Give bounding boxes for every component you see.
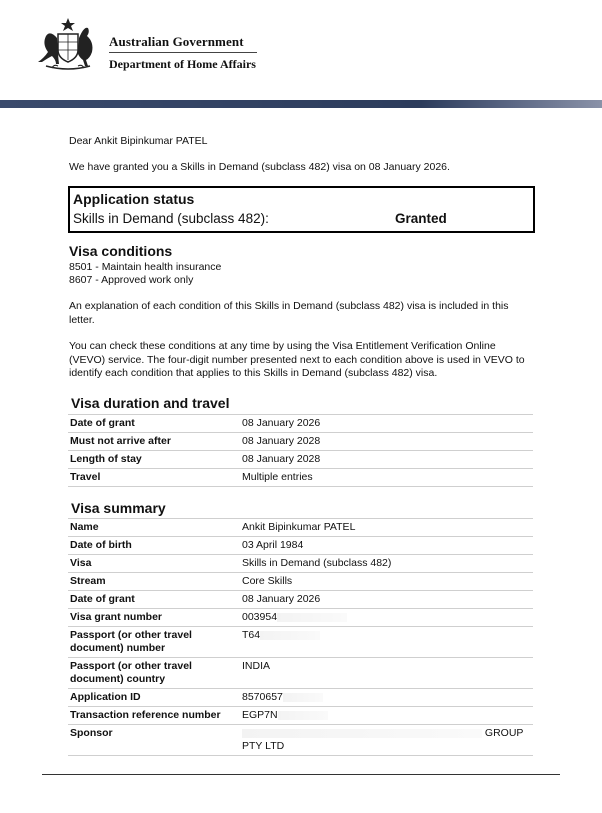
footer-divider: [42, 774, 560, 775]
transaction-reference: EGP7N: [242, 709, 278, 721]
row-value: [240, 609, 533, 627]
visa-conditions-title: Visa conditions: [69, 243, 173, 259]
condition-item: 8607 - Approved work only: [69, 274, 194, 286]
table-row: [68, 707, 533, 725]
row-label: Travel: [68, 469, 240, 487]
sponsor-name: GROUP: [484, 727, 524, 739]
row-value: Ankit Bipinkumar PATEL: [240, 519, 533, 537]
government-name: Australian Government: [109, 34, 244, 49]
row-label: Sponsor: [68, 725, 240, 756]
status-value: Granted: [395, 211, 447, 226]
redaction-mark: [283, 693, 323, 702]
application-status-box: [68, 186, 535, 233]
status-title: Application status: [73, 191, 195, 207]
row-label: Length of stay: [68, 451, 240, 469]
row-label: Passport (or other travel document) number: [68, 627, 240, 658]
row-value: [240, 725, 533, 756]
table-row: [68, 555, 533, 573]
row-value: 08 January 2028: [240, 433, 533, 451]
table-row: [68, 519, 533, 537]
row-value: 08 January 2026: [240, 591, 533, 609]
visa-duration-table: [68, 414, 533, 487]
row-label: Stream: [68, 573, 240, 591]
visa-grant-number: 003954: [242, 611, 278, 623]
table-row: [68, 725, 533, 756]
row-label: Date of birth: [68, 537, 240, 555]
application-id: 8570657: [242, 691, 283, 703]
redaction-mark: [260, 631, 320, 640]
grant-statement: We have granted you a Skills in Demand (subclass 482) visa on 08 January 2026.: [69, 161, 450, 173]
coat-of-arms-icon: [32, 16, 104, 72]
conditions-explanation: An explanation of each condition of this Skills in Demand (subclass 482) visa is included in this letter.: [69, 300, 509, 326]
row-value: Core Skills: [240, 573, 533, 591]
table-row: [68, 591, 533, 609]
visa-summary-title: Visa summary: [71, 500, 166, 516]
row-label: Name: [68, 519, 240, 537]
table-row: [68, 658, 533, 689]
table-row: [68, 627, 533, 658]
row-label: Passport (or other travel document) country: [68, 658, 240, 689]
table-row: [68, 415, 533, 433]
redaction-mark: [242, 729, 482, 738]
visa-summary-table: [68, 518, 533, 756]
table-row: [68, 609, 533, 627]
row-value: Skills in Demand (subclass 482): [240, 555, 533, 573]
row-label: Application ID: [68, 689, 240, 707]
row-value: 08 January 2028: [240, 451, 533, 469]
row-label: Visa grant number: [68, 609, 240, 627]
vevo-explanation: You can check these conditions at any time by using the Visa Entitlement Verification Online (VEVO) service. The four-digit number presented next to each condition above is used in VEVO to identify each condition that applies to this Skills in Demand (subclass 482) visa.: [69, 340, 525, 380]
table-row: [68, 451, 533, 469]
header-band: [0, 100, 602, 108]
table-row: [68, 469, 533, 487]
row-value: [240, 707, 533, 725]
table-row: [68, 573, 533, 591]
row-label: Date of grant: [68, 415, 240, 433]
status-visa-label: Skills in Demand (subclass 482):: [73, 211, 269, 226]
redaction-mark: [278, 711, 328, 720]
redaction-mark: [277, 613, 347, 622]
table-row: [68, 433, 533, 451]
department-name: Department of Home Affairs: [109, 57, 256, 71]
row-value: 03 April 1984: [240, 537, 533, 555]
row-value: Multiple entries: [240, 469, 533, 487]
condition-item: 8501 - Maintain health insurance: [69, 261, 222, 273]
row-label: Must not arrive after: [68, 433, 240, 451]
visa-duration-title: Visa duration and travel: [71, 395, 230, 411]
row-value: [240, 689, 533, 707]
row-value: INDIA: [240, 658, 533, 689]
table-row: [68, 537, 533, 555]
salutation: Dear Ankit Bipinkumar PATEL: [69, 135, 208, 147]
header-divider: [109, 52, 257, 53]
row-value: [240, 627, 533, 658]
table-row: [68, 689, 533, 707]
letterhead: [0, 0, 602, 100]
row-label: Date of grant: [68, 591, 240, 609]
row-label: Visa: [68, 555, 240, 573]
row-label: Transaction reference number: [68, 707, 240, 725]
row-value: 08 January 2026: [240, 415, 533, 433]
sponsor-name-line2: PTY LTD: [242, 740, 285, 752]
passport-number: T64: [242, 629, 261, 641]
